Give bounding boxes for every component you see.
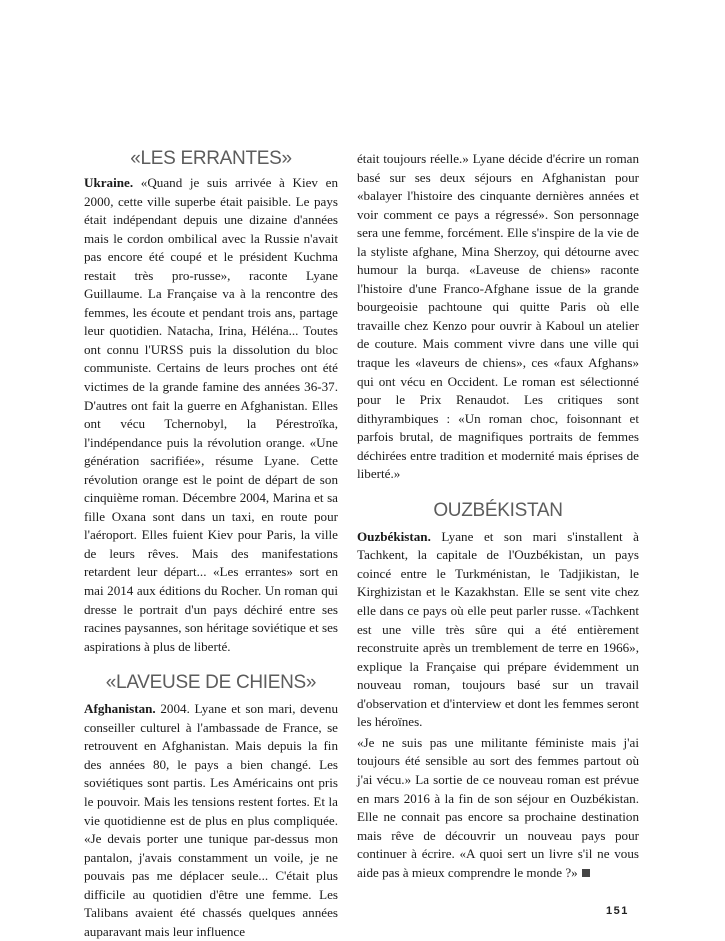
- heading-laveuse-de-chiens: «LAVEUSE DE CHIENS»: [105, 672, 317, 694]
- paragraph-ouzbekistan-2: [357, 734, 639, 882]
- lead-ouzbekistan: Ouzbékistan.: [357, 528, 431, 544]
- paragraph-afghanistan-continued: était toujours réelle.» Lyane décide d'écrire un roman basé sur ses deux séjours en Afghanistan pour «balayer l'histoire des cinquante dernières années et voir comment ce pays a régressé». Son personnage sera une femme, forcément. Elle s'inspire de la vie de la styliste afghane, Mina Sherzoy, qui détourne avec humour la burqa. «Laveuse de chiens» raconte l'histoire d'une Franco-Afghane issue de la grande bourgeoisie pachtoune qui quitte Paris où elle travaille chez Kenzo pour ouvrir à Kaboul un atelier de couture. Mais comment vivre dans une ville qui traque les «laveurs de chiens», ces «faux Afghans» qui ont vécu en Occident. Le roman est sélectionné pour le Prix Renaudot. Les critiques sont dithyrambiques : «Un roman choc, foisonnant et parfois brutal, de magnifiques portraits de femmes déchirées entre tradition et modernité mais éprises de liberté.»: [357, 151, 639, 482]
- text-ouzbekistan-2: «Je ne suis pas une militante féministe mais j'ai toujours été sensible au sort des femmes partout où j'ai vécu.» La sortie de ce nouveau roman est prévue en mars 2016 à la fin de son séjour en Ouzbékistan. Elle ne connait pas encore sa prochaine destination mais rêve de découvrir un nouveau pays pour continuer à écrire. «A quoi sert un livre s'il ne vous aide pas à mieux comprendre le monde ?»: [357, 734, 639, 880]
- end-of-article-square-icon: [582, 869, 590, 877]
- text-ouzbekistan-1: Lyane et son mari s'installent à Tachkent, la capitale de l'Ouzbékistan, un pays coincé entre le Turkménistan, le Tadjikistan, le Kirghizistan et le Kazakhstan. Elle se sent vite chez elle dans ce pays où elle peut parler russe. «Tachkent est une ville très sûre qui a été entièrement reconstruite après un tremblement de terre en 1966», explique la Française qui prépare évidemment un nouveau roman, toujours basé sur un travail d'observation et d'interview et dont les femmes seront les héroïnes.: [357, 528, 639, 730]
- paragraph-ukraine: [84, 174, 338, 656]
- lead-afghanistan: Afghanistan.: [84, 701, 156, 717]
- left-column: [84, 148, 338, 941]
- text-ukraine: «Quand je suis arrivée à Kiev en 2000, cette ville superbe était paisible. Le pays était indépendant depuis une dizaine d'années mais le cordon ombilical avec la Russie n'avait pas encore été coupé et le président Kuchma restait très pro-russe», raconte Lyane Guillaume. La Française va à la rencontre des femmes, les écoute et pendant trois ans, partage leur quotidien. Natacha, Irina, Héléna... Toutes ont connu l'URSS puis la dissolution du bloc communiste. Certains de leurs proches ont été victimes de la grande famine des années 36-37. D'autres ont fait la guerre en Afghanistan. Elles ont vécu Tchernobyl, la Pérestroïka, l'indépendance puis la révolution orange. «Une génération sacrifiée», résume Lyane. Cette révolution orange est le point de départ de son cinquième roman. Décembre 2004, Marina et sa fille Oxana sont dans un taxi, en route pour l'aéroport. Elles fuient Kiev pour Paris, la ville de leurs rêves. Mais des manifestations retardent leur départ... «Les errantes» sort en mai 2014 aux éditions du Rocher. Un roman qui dresse le portrait d'un pays déchiré entre ses racines paysannes, son héritage soviétique et ses aspirations à plus de liberté.: [84, 175, 338, 654]
- paragraph-afghanistan: [84, 700, 338, 941]
- text-afghanistan-left: 2004. Lyane et son mari, devenu conseiller culturel à l'ambassade de France, se retrouvent en Afghanistan. Mais depuis la fin des années 80, le pays a bien changé. Les soviétiques sont partis. Les Américains ont pris le pouvoir. Mais les tensions restent fortes. Et la vie quotidienne est de plus en plus compliquée. «Je devais porter une tunique par-dessus mon pantalon, j'avais constamment un voile, je ne pouvais pas me déplacer seule... C'était plus difficile au quotidien d'être une femme. Les Talibans avaient été chassés quelques années auparavant mais leur influence: [84, 701, 338, 939]
- page-number: 151: [606, 905, 629, 917]
- lead-ukraine: Ukraine.: [84, 175, 134, 190]
- paragraph-ouzbekistan-1: [357, 528, 639, 732]
- heading-ouzbekistan: OUZBÉKISTAN: [433, 499, 563, 521]
- right-column: [357, 150, 639, 882]
- heading-les-errantes: «LES ERRANTES»: [130, 148, 292, 169]
